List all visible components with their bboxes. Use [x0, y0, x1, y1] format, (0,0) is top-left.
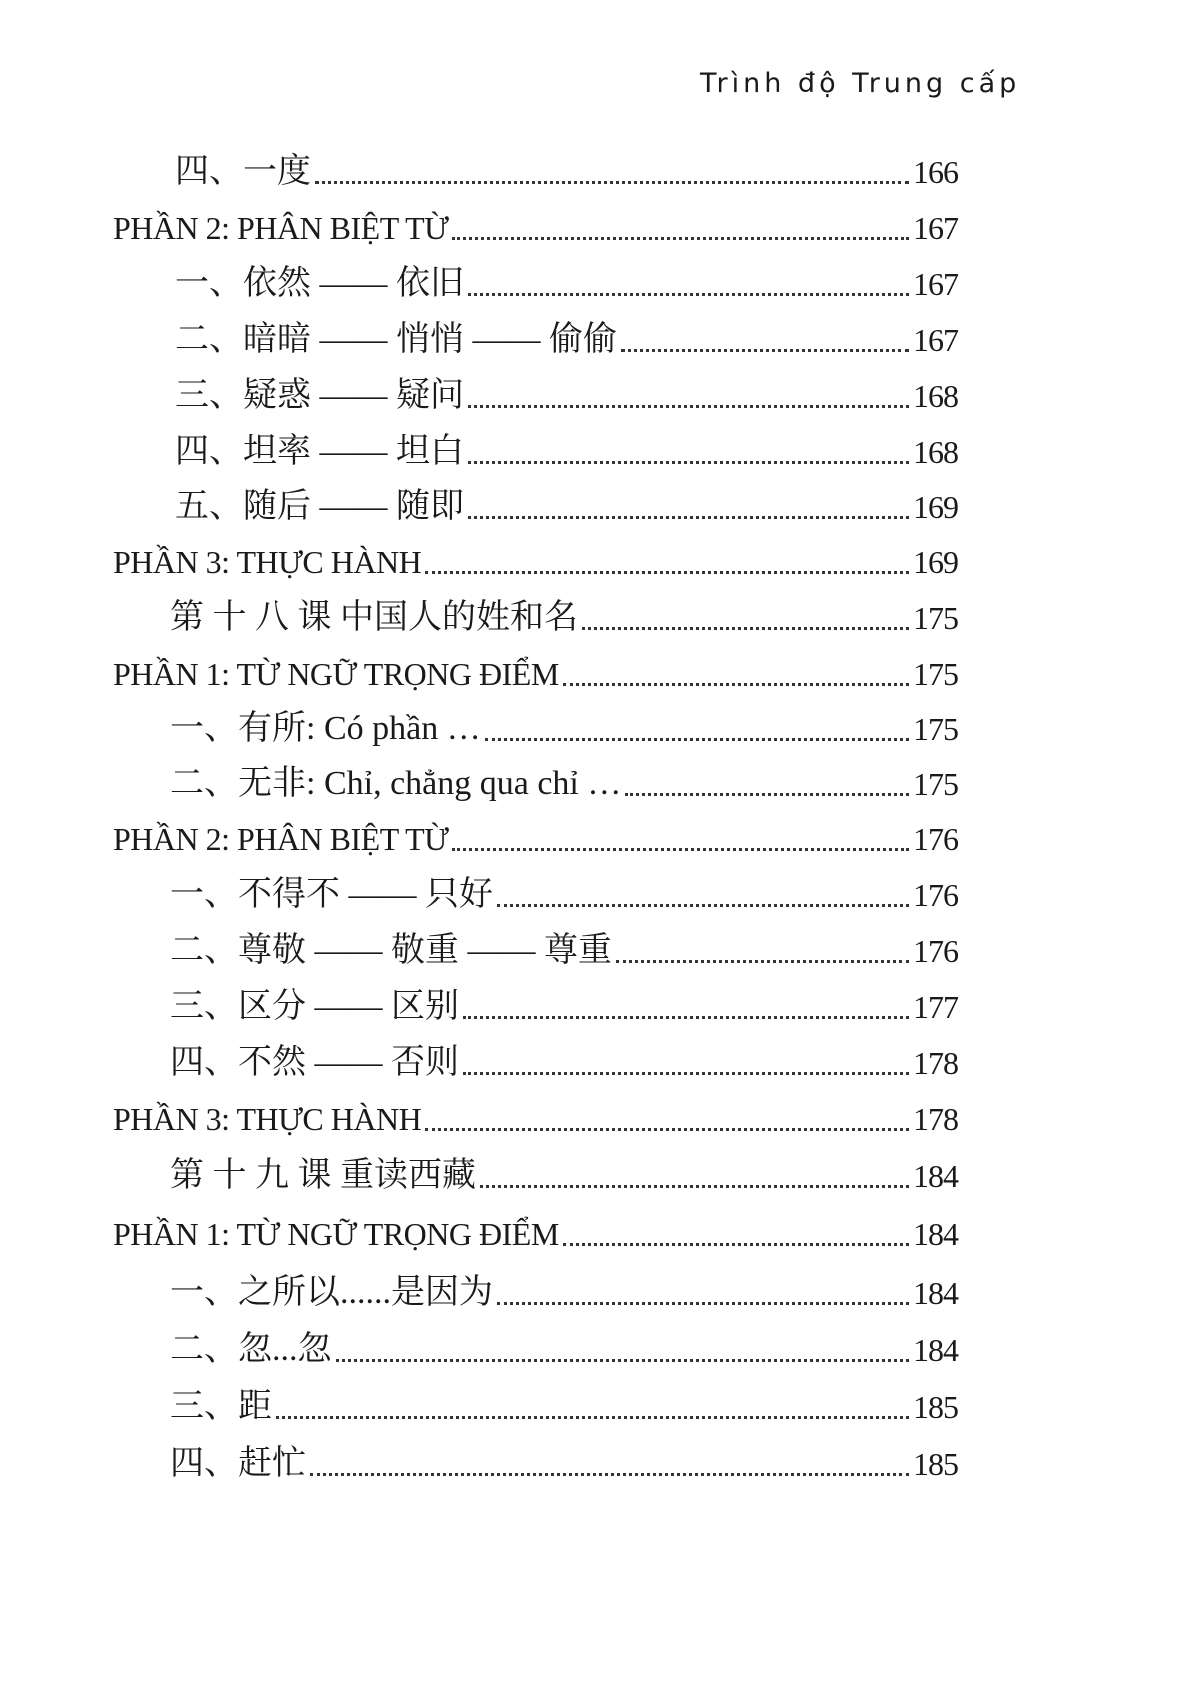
toc-entry — [113, 652, 958, 696]
toc-entry-label: 三、疑惑 —— 疑问 — [175, 377, 464, 414]
toc-entry-page: 167 — [913, 322, 958, 358]
dot-leader — [276, 1416, 909, 1419]
toc-entry-page: 175 — [913, 656, 958, 692]
dot-leader — [468, 516, 909, 519]
toc-entry-page: 169 — [913, 489, 958, 525]
toc-entry-label: 一、之所以......是因为 — [170, 1274, 493, 1311]
dot-leader — [563, 1243, 909, 1246]
toc-entry-label: 二、尊敬 —— 敬重 —— 尊重 — [170, 932, 612, 969]
toc-entry — [113, 817, 958, 861]
running-header: Trình độ Trung cấp — [700, 68, 1021, 99]
toc-entry-page: 167 — [913, 210, 958, 246]
toc-entry — [113, 1097, 958, 1141]
toc-entry-page: 166 — [913, 154, 958, 190]
dot-leader — [621, 349, 909, 352]
dot-leader — [452, 237, 909, 240]
dot-leader — [497, 1302, 909, 1305]
toc-entry — [170, 985, 958, 1029]
toc-entry-page: 176 — [913, 933, 958, 969]
toc-entry-page: 175 — [913, 711, 958, 747]
toc-entry-label: 四、不然 —— 否则 — [170, 1044, 459, 1081]
toc-entry — [170, 1328, 958, 1372]
toc-entry-page: 177 — [913, 989, 958, 1025]
dot-leader — [563, 683, 909, 686]
dot-leader — [480, 1185, 909, 1188]
toc-entry — [113, 1212, 958, 1256]
toc-entry-page: 168 — [913, 434, 958, 470]
toc-entry-label: 一、有所: Có phần … — [170, 710, 481, 747]
toc-entry-page: 184 — [913, 1158, 958, 1194]
dot-leader — [336, 1359, 910, 1362]
toc-entry-label: 五、随后 —— 随即 — [175, 488, 464, 525]
dot-leader — [485, 738, 909, 741]
toc-entry-page: 184 — [913, 1275, 958, 1311]
dot-leader — [463, 1016, 909, 1019]
toc-entry — [170, 873, 958, 917]
toc-entry-label: 四、赶忙 — [170, 1445, 306, 1482]
toc-entry — [175, 318, 958, 362]
toc-entry — [170, 1442, 958, 1486]
dot-leader — [315, 181, 909, 184]
toc-entry — [170, 707, 958, 751]
toc-entry-label: 第 十 八 课 中国人的姓和名 — [170, 599, 578, 636]
toc-entry-label: 一、依然 —— 依旧 — [175, 265, 464, 302]
toc-entry-label: 二、暗暗 —— 悄悄 —— 偷偷 — [175, 321, 617, 358]
toc-entry-page: 184 — [913, 1216, 958, 1252]
toc-entry — [170, 1385, 958, 1429]
toc-entry — [175, 430, 958, 474]
dot-leader — [310, 1473, 909, 1476]
dot-leader — [625, 793, 909, 796]
toc-entry — [113, 206, 958, 250]
toc-entry-label: 四、坦率 —— 坦白 — [175, 433, 464, 470]
dot-leader — [425, 1128, 909, 1131]
toc-entry-page: 175 — [913, 600, 958, 636]
toc-entry — [170, 1154, 958, 1198]
dot-leader — [468, 293, 909, 296]
dot-leader — [463, 1072, 909, 1075]
toc-entry-page: 169 — [913, 544, 958, 580]
toc-entry-label: 一、不得不 —— 只好 — [170, 876, 493, 913]
toc-entry-label: 第 十 九 课 重读西藏 — [170, 1157, 476, 1194]
toc-entry — [175, 485, 958, 529]
toc-entry — [170, 762, 958, 806]
toc-entry-label: PHẦN 2: PHÂN BIỆT TỪ — [113, 210, 449, 246]
toc-entry — [175, 262, 958, 306]
toc-entry-label: PHẦN 3: THỰC HÀNH — [113, 1101, 422, 1137]
toc-entry — [170, 596, 958, 640]
toc-entry-label: PHẦN 3: THỰC HÀNH — [113, 544, 422, 580]
dot-leader — [452, 848, 909, 851]
toc-entry-label: 三、距 — [170, 1388, 272, 1425]
toc-entry-label: PHẦN 1: TỪ NGỮ TRỌNG ĐIỂM — [113, 656, 559, 692]
toc-entry — [113, 540, 958, 584]
toc-entry-page: 167 — [913, 266, 958, 302]
toc-entry — [170, 1041, 958, 1085]
dot-leader — [468, 461, 909, 464]
toc-entry — [170, 929, 958, 973]
toc-entry-label: 二、忽...忽 — [170, 1331, 332, 1368]
dot-leader — [497, 904, 909, 907]
toc-entry-page: 176 — [913, 877, 958, 913]
toc-entry — [170, 1271, 958, 1315]
toc-entry-page: 168 — [913, 378, 958, 414]
toc-entry-page: 185 — [913, 1446, 958, 1482]
toc-entry-page: 178 — [913, 1101, 958, 1137]
toc-entry-page: 176 — [913, 821, 958, 857]
toc-entry-label: 四、一度 — [175, 153, 311, 190]
toc-entry — [175, 374, 958, 418]
toc-entry-page: 175 — [913, 766, 958, 802]
toc-entry-label: PHẦN 2: PHÂN BIỆT TỪ — [113, 821, 449, 857]
dot-leader — [616, 960, 909, 963]
dot-leader — [582, 627, 909, 630]
toc-entry-label: 三、区分 —— 区别 — [170, 988, 459, 1025]
toc-entry-label: PHẦN 1: TỪ NGỮ TRỌNG ĐIỂM — [113, 1216, 559, 1252]
dot-leader — [468, 405, 909, 408]
toc-entry-label: 二、无非: Chỉ, chẳng qua chỉ … — [170, 765, 622, 802]
toc-entry-page: 185 — [913, 1389, 958, 1425]
dot-leader — [425, 571, 909, 574]
toc-entry — [175, 150, 958, 194]
toc-entry-page: 178 — [913, 1045, 958, 1081]
toc-entry-page: 184 — [913, 1332, 958, 1368]
